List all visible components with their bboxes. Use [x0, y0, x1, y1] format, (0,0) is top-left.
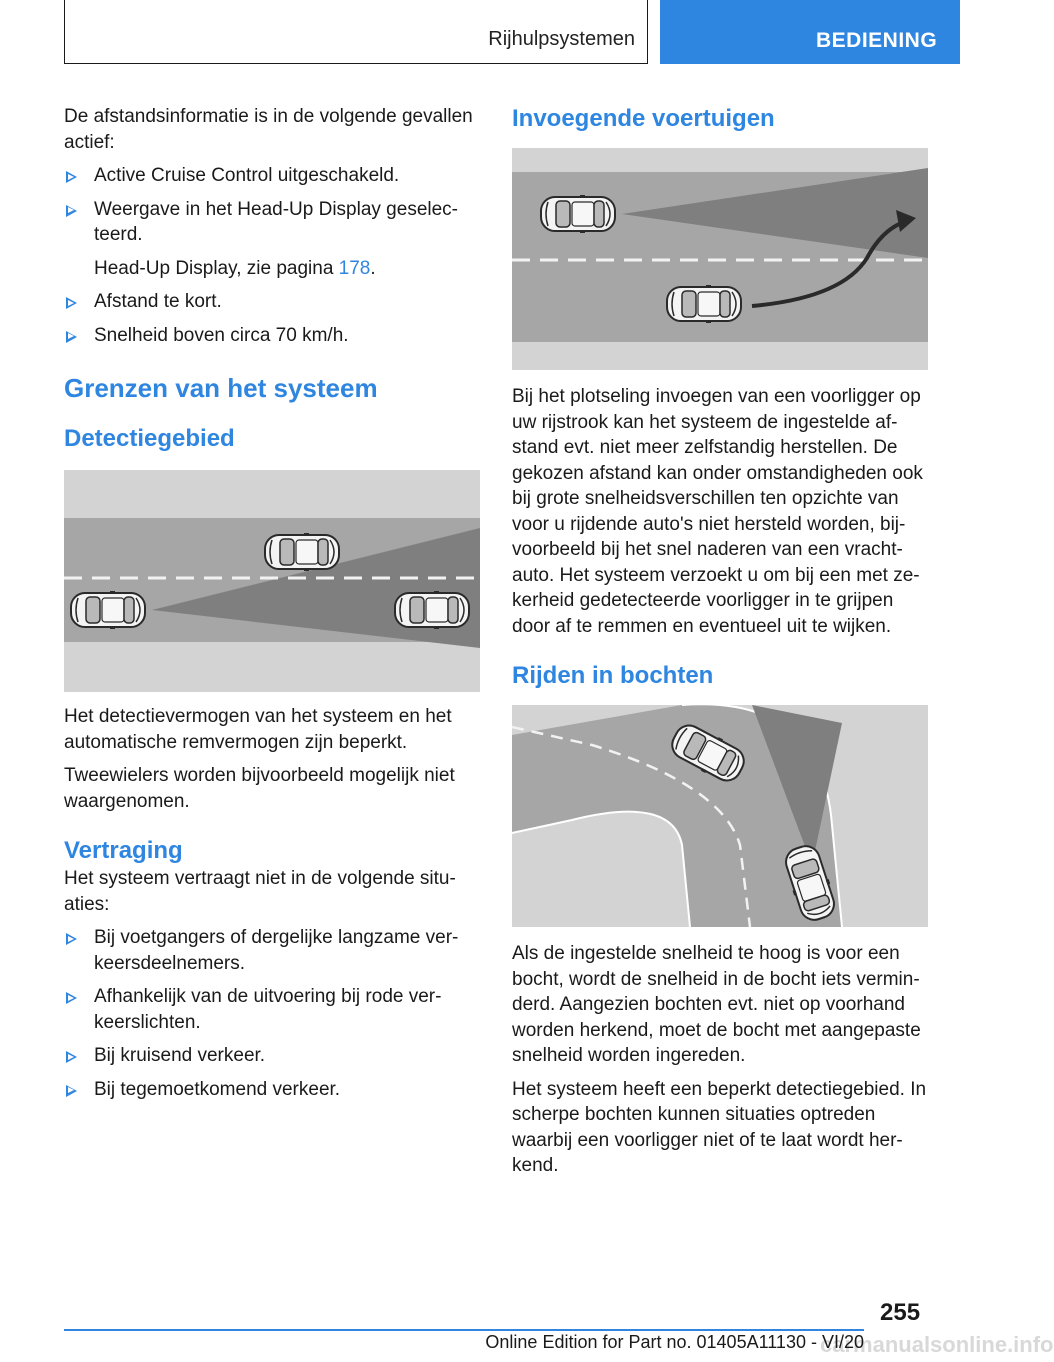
right-column: [512, 104, 930, 1187]
deceleration-list: [64, 925, 482, 1102]
intro-paragraph: De afstandsinformatie is in de volgende gevallen actief:: [64, 106, 473, 153]
driving-in-bends-illustration: [512, 705, 928, 927]
list-item: Afstand te kort.: [64, 289, 482, 315]
list-item: Active Cruise Control uitgeschakeld.: [64, 163, 482, 189]
bends-paragraph-2: Het systeem heeft een beperkt detectiegebied. In scherpe bochten kunnen situaties optreden waarbij een voorligger niet of te laat wordt her-kend.: [512, 1078, 927, 1176]
merging-paragraph: Bij het plotseling invoegen van een voorligger op uw rijstrook kan het systeem de ingestelde af-stand evt. niet meer zelfstandig herstellen. De gekozen afstand kan onder omstandigheden ook bij grote snelheidsverschillen ten opzichte van voor u rijdende auto's niet hersteld worden, bij-voorbeeld bij het snel naderen van een vracht-auto. Het systeem verzoekt u om bij een met ze-kerheid gedetecteerde voorligger in te grijpen door af te remmen en eventueel uit te wijken.: [512, 386, 923, 637]
list-item: Afhankelijk van de uitvoering bij rode ver-keerslichten.: [64, 984, 482, 1035]
heading-deceleration: Vertraging: [64, 837, 183, 864]
bullet-triangle-icon: [66, 1085, 77, 1097]
deceleration-paragraph: Het systeem vertraagt niet in de volgende situ-aties:: [64, 868, 456, 915]
bullet-triangle-icon: [66, 933, 77, 945]
bullet-triangle-icon: [66, 992, 77, 1004]
heading-system-limits: Grenzen van het systeem: [64, 373, 378, 403]
footer-edition: Online Edition for Part no. 01405A11130 - VI/20: [485, 1332, 864, 1352]
list-item: Bij tegemoetkomend verkeer.: [64, 1077, 482, 1103]
list-item: Bij voetgangers of dergelijke langzame ver-keersdeelnemers.: [64, 925, 482, 976]
header-section-box: [64, 0, 648, 64]
heading-detection-area: Detectiegebied: [64, 425, 235, 452]
bullet-triangle-icon: [66, 205, 77, 217]
bullet-triangle-icon: [66, 331, 77, 343]
page-link[interactable]: 178: [338, 257, 371, 279]
detection-paragraph-2: Tweewielers worden bijvoorbeeld mogelijk niet waargenomen.: [64, 765, 455, 812]
left-column: [64, 104, 482, 1110]
active-conditions-list: [64, 163, 482, 348]
list-item: Snelheid boven circa 70 km/h.: [64, 323, 482, 349]
heading-driving-in-bends: Rijden in bochten: [512, 662, 714, 689]
header-section-title: Rijhulpsystemen: [488, 28, 635, 50]
bends-paragraph-1: Als de ingestelde snelheid te hoog is voor een bocht, wordt de snelheid in de bocht iets vermin-derd. Aangezien bochten evt. niet op voorhand worden herkend, moet de bocht met aangepaste snelheid worden ingereden.: [512, 943, 921, 1066]
footer-divider: [64, 1329, 864, 1331]
header-chapter-tab: [660, 0, 960, 64]
merging-vehicles-illustration: [512, 148, 928, 370]
bullet-triangle-icon: [66, 1051, 77, 1063]
header-chapter-title: BEDIENING: [816, 29, 938, 52]
bullet-triangle-icon: [66, 171, 77, 183]
detection-area-illustration: [64, 470, 480, 692]
page-number: 255: [880, 1299, 921, 1326]
watermark: carmanualsonline.info: [820, 1332, 1054, 1357]
bullet-triangle-icon: [66, 297, 77, 309]
heading-merging-vehicles: Invoegende voertuigen: [512, 105, 775, 132]
list-item: Bij kruisend verkeer.: [64, 1043, 482, 1069]
list-item: Weergave in het Head-Up Display geselec-teerd. Head-Up Display, zie pagina 178.: [64, 197, 482, 282]
detection-paragraph-1: Het detectievermogen van het systeem en het automatische remvermogen zijn beperkt.: [64, 706, 452, 753]
cross-reference: Head-Up Display, zie pagina 178.: [94, 257, 376, 279]
